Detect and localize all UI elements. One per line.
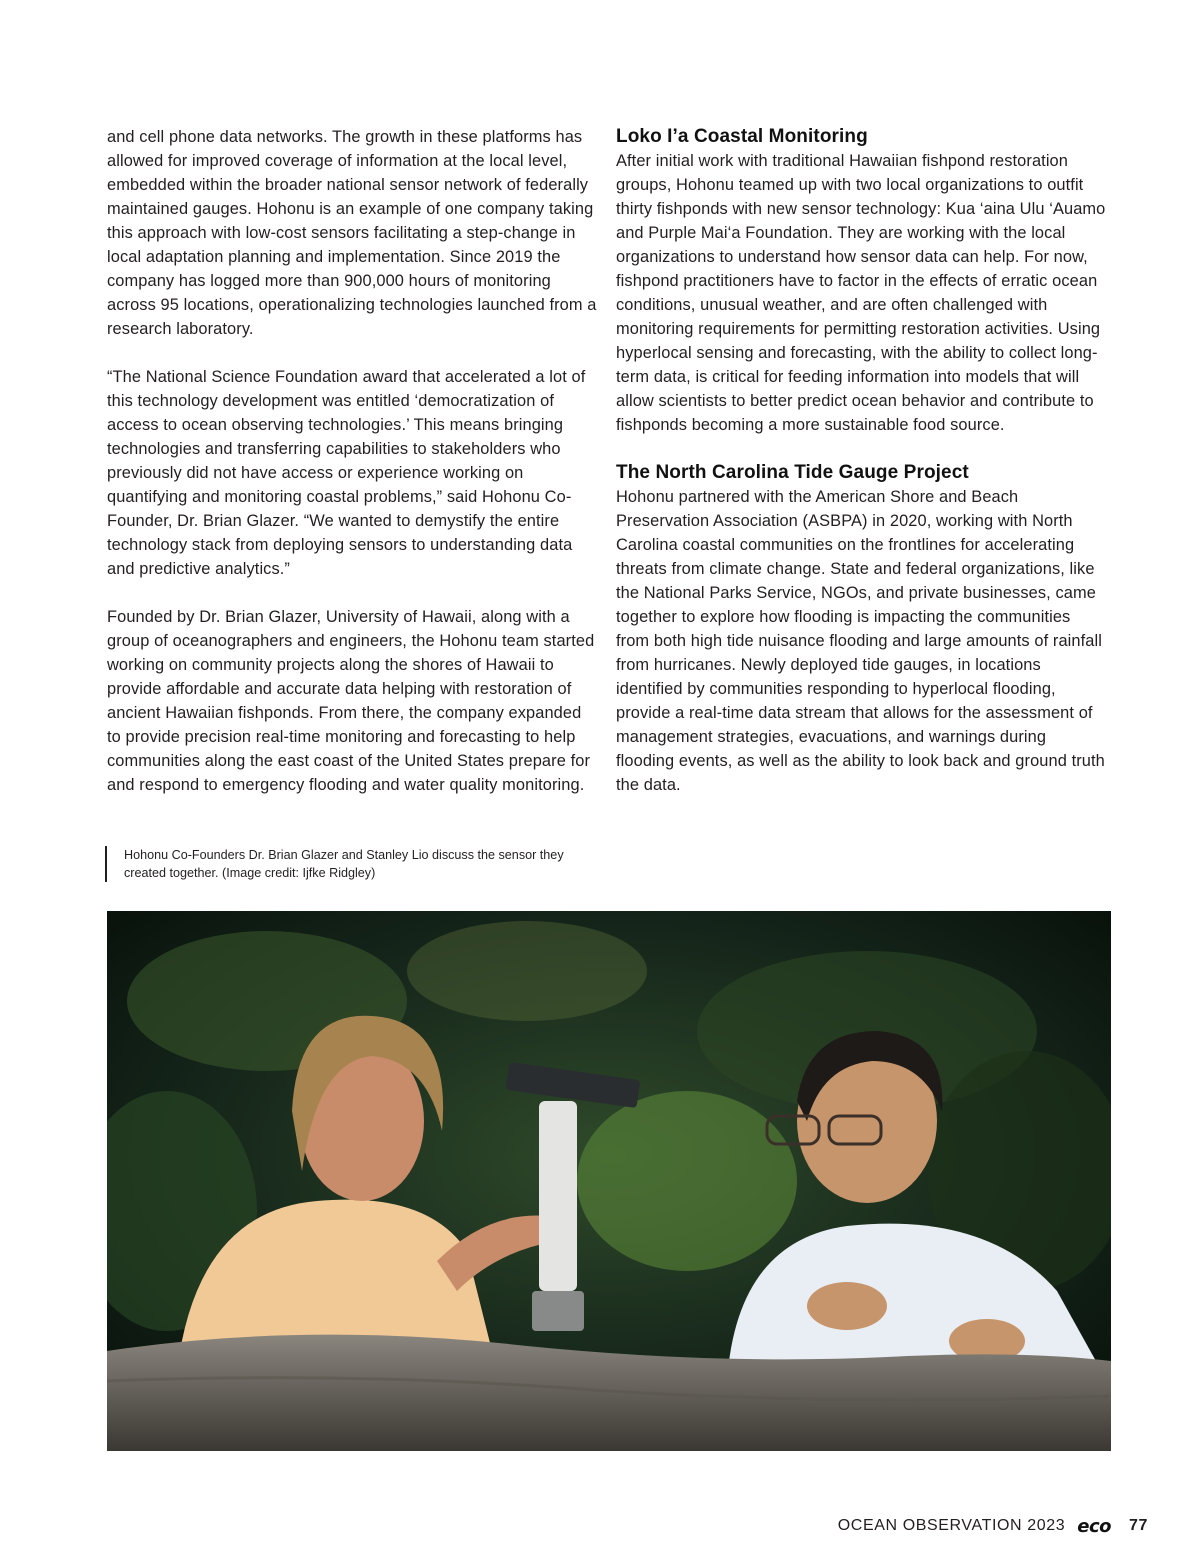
body-paragraph: and cell phone data networks. The growth in these platforms has allowed for improved coverage of information at the local level, embedded within the broader national sensor network of federally maintained gauges. Hohonu is an example of one company taking this approach with low-cost sensors facilitating a step-change in local adaptation planning and implementation. Since 2019 the company has logged more than 900,000 hours of monitoring across 95 locations, operationalizing technologies launched from a research laboratory. xyxy=(107,128,597,338)
right-column xyxy=(616,125,1108,821)
section-heading-loko-ia: Loko I’a Coastal Monitoring xyxy=(616,126,868,147)
body-paragraph: Hohonu partnered with the American Shore and Beach Preservation Association (ASBPA) in 2020, working with North Carolina coastal communities on the frontlines for accelerating threats from climate change. State and federal organizations, like the National Parks Service, NGOs, and private businesses, came together to explore how flooding is impacting the communities from both high tide nuisance flooding and large amounts of rainfall from hurricanes. Newly deployed tide gauges, in locations identified by communities responding to hyperlocal flooding, provide a real-time data stream that allows for the assessment of management strategies, evacuations, and warnings during flooding events, as well as the ability to look back and ground truth the data. xyxy=(616,488,1105,794)
section-heading-nc-tide-gauge: The North Carolina Tide Gauge Project xyxy=(616,462,969,483)
body-paragraph: After initial work with traditional Hawaiian fishpond restoration groups, Hohonu teamed up with two local organizations to outfit thirty fishponds with new sensor technology: Kua ‘aina Ulu ‘Auamo and Purple Mai‘a Foundation. They are working with the local organizations to understand how sensor data can help. For now, fishpond practitioners have to factor in the effects of erratic ocean conditions, unusual weather, and are often challenged with monitoring requirements for permitting restoration activities. Using hyperlocal sensing and forecasting, with the ability to collect long-term data, is critical for feeding information into models that will allow scientists to better predict ocean behavior and contribute to fishponds becoming a more sustainable food source. xyxy=(616,152,1106,434)
cofounders-photo xyxy=(107,911,1111,1451)
page-number: 77 xyxy=(1129,1517,1148,1534)
page-footer xyxy=(838,1515,1148,1537)
left-column xyxy=(107,125,599,821)
photo-caption: Hohonu Co-Founders Dr. Brian Glazer and Stanley Lio discuss the sensor they created together. (Image credit: Ijfke Ridgley) xyxy=(105,846,564,882)
body-paragraph: “The National Science Foundation award that accelerated a lot of this technology development was entitled ‘democratization of access to ocean observing technologies.’ This means bringing technologies and transferring capabilities to stakeholders who previously did not have access or experience working on quantifying and monitoring coastal problems,” said Hohonu Co-Founder, Dr. Brian Glazer. “We wanted to demystify the entire technology stack from deploying sensors to understanding data and predictive analytics.” xyxy=(107,368,586,578)
body-paragraph: Founded by Dr. Brian Glazer, University of Hawaii, along with a group of oceanographers and engineers, the Hohonu team started working on community projects along the shores of Hawaii to provide affordable and accurate data helping with restoration of ancient Hawaiian fishponds. From there, the company expanded to provide precision real-time monitoring and forecasting to help communities along the east coast of the United States prepare for and respond to emergency flooding and water quality monitoring. xyxy=(107,608,595,794)
publication-title: OCEAN OBSERVATION 2023 xyxy=(837,1517,1066,1534)
eco-logo: eco xyxy=(1077,1515,1111,1537)
